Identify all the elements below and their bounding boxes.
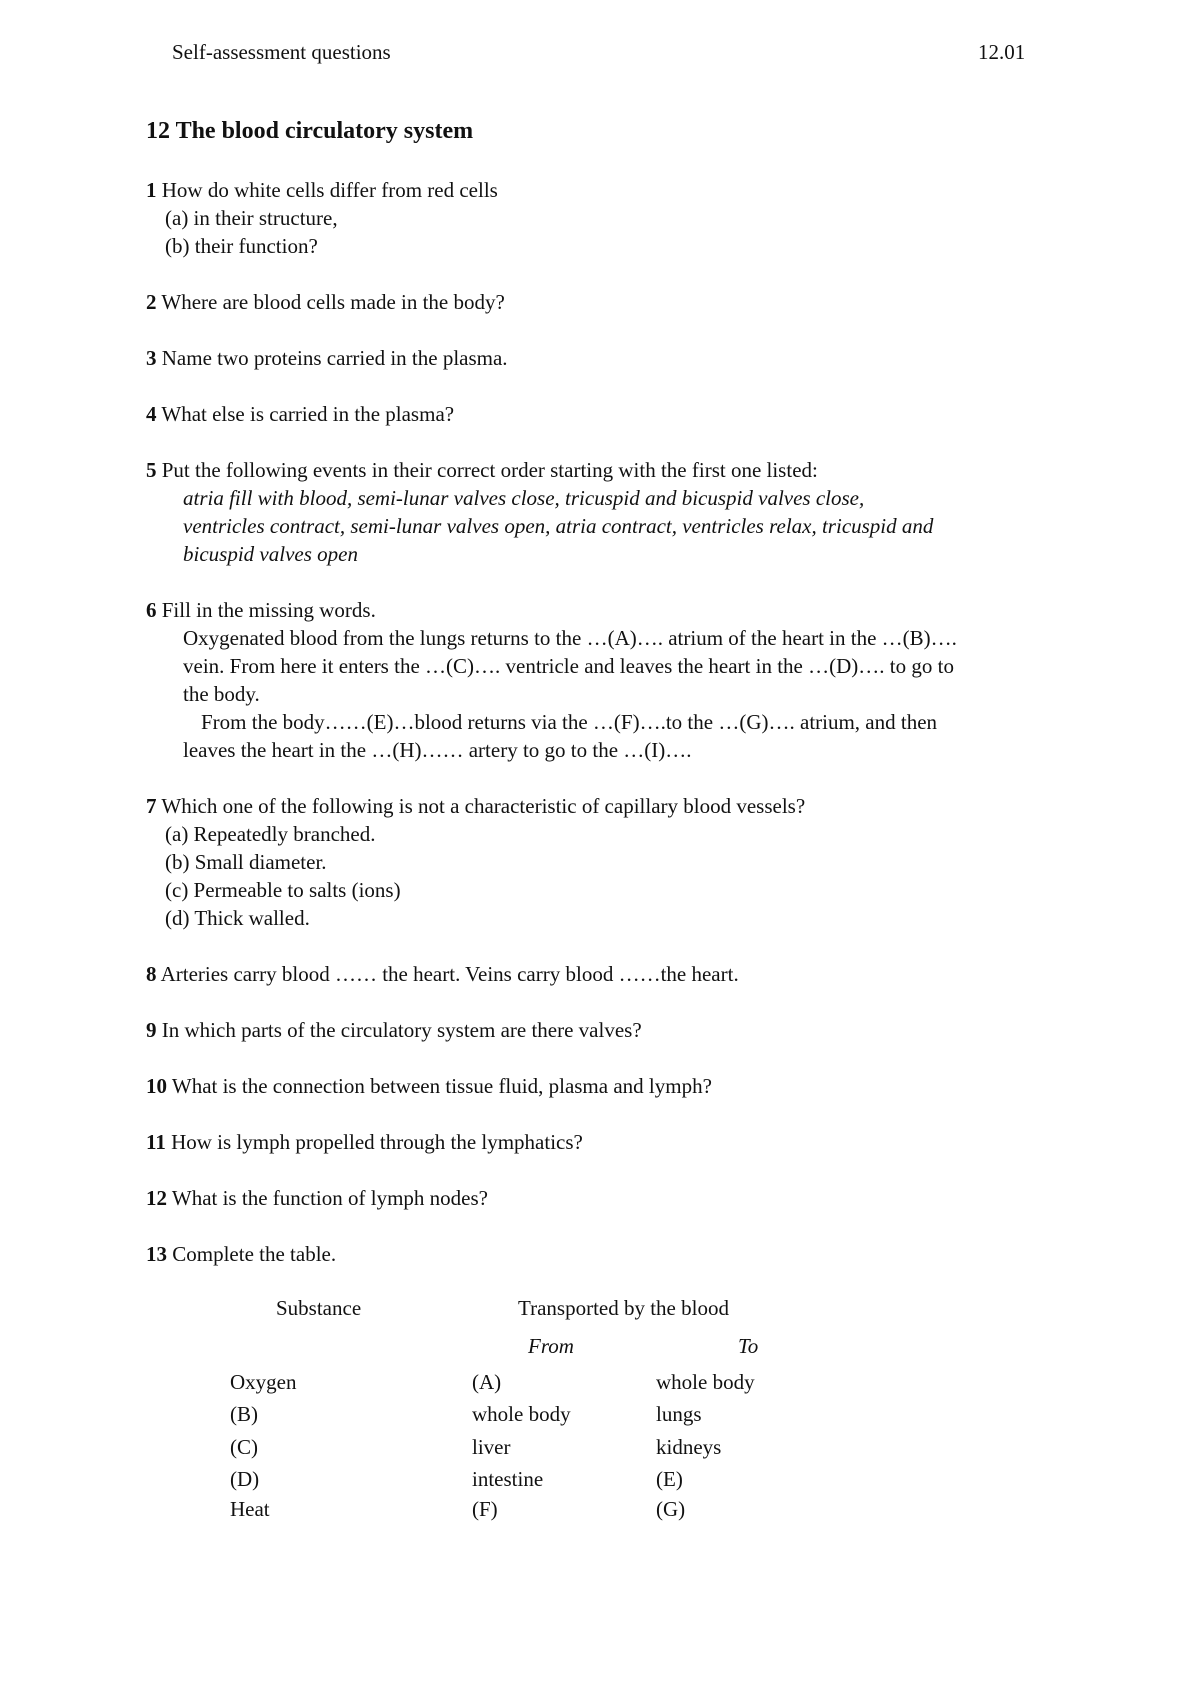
header-page-number: 12.01 — [978, 40, 1026, 64]
question-text: Put the following events in their correct order starting with the first one listed: — [161, 458, 818, 482]
column-header-transported: Transported by the blood — [518, 1296, 729, 1320]
question-text: Which one of the following is not a characteristic of capillary blood vessels? — [161, 794, 806, 818]
question-12 — [146, 1184, 488, 1212]
question-text: How do white cells differ from red cells — [161, 178, 498, 202]
events-line-1: atria fill with blood, semi-lunar valves close, tricuspid and bicuspid valves close, — [183, 486, 865, 510]
table-cell-to: lungs — [656, 1402, 702, 1426]
question-number: 4 — [146, 402, 157, 426]
table-cell-to: (E) — [656, 1467, 683, 1491]
question-10 — [146, 1072, 712, 1100]
events-line-3: bicuspid valves open — [183, 542, 358, 566]
question-number: 10 — [146, 1074, 167, 1098]
table-cell-from: (F) — [472, 1497, 498, 1521]
column-header-substance: Substance — [276, 1296, 362, 1320]
question-text: How is lymph propelled through the lymphatics? — [171, 1130, 583, 1154]
question-number: 12 — [146, 1186, 167, 1210]
option-c: (c) Permeable to salts (ions) — [165, 878, 401, 902]
question-text: What is the function of lymph nodes? — [171, 1186, 488, 1210]
question-text: Name two proteins carried in the plasma. — [161, 346, 508, 370]
question-number: 5 — [146, 458, 157, 482]
question-part-a: (a) in their structure, — [165, 206, 338, 230]
question-5 — [146, 456, 933, 568]
page-title: 12 The blood circulatory system — [146, 118, 474, 144]
question-number: 11 — [146, 1130, 166, 1154]
column-header-from: From — [528, 1334, 574, 1358]
question-3 — [146, 344, 508, 372]
table-cell-from: whole body — [472, 1402, 571, 1426]
table-cell-to: whole body — [656, 1370, 755, 1394]
table-cell-substance: Heat — [230, 1497, 270, 1521]
table-cell-substance: (B) — [230, 1402, 258, 1426]
events-line-2: ventricles contract, semi-lunar valves open, atria contract, ventricles relax, tricuspid and — [183, 514, 934, 538]
table-cell-from: (A) — [472, 1370, 502, 1394]
question-13 — [146, 1240, 336, 1268]
passage-line-4: From the body……(E)…blood returns via the …(F)….to the …(G)…. atrium, and then — [201, 710, 938, 734]
header-left: Self-assessment questions — [172, 40, 391, 64]
question-text: Complete the table. — [172, 1242, 337, 1266]
table-cell-substance: Oxygen — [230, 1370, 297, 1394]
question-number: 6 — [146, 598, 157, 622]
table-cell-from: liver — [472, 1435, 511, 1459]
table-cell-to: (G) — [656, 1497, 686, 1521]
option-b: (b) Small diameter. — [165, 850, 327, 874]
passage-line-2: vein. From here it enters the …(C)…. ventricle and leaves the heart in the …(D)…. to go to — [183, 654, 954, 678]
question-number: 2 — [146, 290, 157, 314]
question-1 — [146, 176, 498, 260]
table-cell-substance: (C) — [230, 1435, 258, 1459]
table-cell-to: kidneys — [656, 1435, 722, 1459]
option-d: (d) Thick walled. — [165, 906, 310, 930]
question-number: 7 — [146, 794, 157, 818]
question-number: 8 — [146, 962, 157, 986]
question-text: What is the connection between tissue fluid, plasma and lymph? — [171, 1074, 712, 1098]
question-number: 13 — [146, 1242, 167, 1266]
passage-line-1: Oxygenated blood from the lungs returns to the …(A)…. atrium of the heart in the …(B)…. — [183, 626, 957, 650]
question-6 — [146, 596, 957, 764]
question-4 — [146, 400, 454, 428]
table-cell-substance: (D) — [230, 1467, 260, 1491]
question-text: Where are blood cells made in the body? — [161, 290, 505, 314]
question-number: 1 — [146, 178, 157, 202]
question-text: Arteries carry blood …… the heart. Veins carry blood ……the heart. — [160, 962, 739, 986]
question-text: Fill in the missing words. — [161, 598, 376, 622]
question-text: What else is carried in the plasma? — [161, 402, 455, 426]
table-cell-from: intestine — [472, 1467, 544, 1491]
question-text: In which parts of the circulatory system are there valves? — [161, 1018, 642, 1042]
question-9 — [146, 1016, 642, 1044]
question-number: 3 — [146, 346, 157, 370]
option-a: (a) Repeatedly branched. — [165, 822, 376, 846]
question-number: 9 — [146, 1018, 157, 1042]
question-11 — [146, 1128, 583, 1156]
passage-line-3: the body. — [183, 682, 260, 706]
question-part-b: (b) their function? — [165, 234, 318, 258]
column-header-to: To — [738, 1334, 759, 1358]
passage-line-5: leaves the heart in the …(H)…… artery to go to the …(I)…. — [183, 738, 692, 762]
question-7 — [146, 792, 805, 932]
question-2 — [146, 288, 505, 316]
question-8 — [146, 960, 739, 988]
